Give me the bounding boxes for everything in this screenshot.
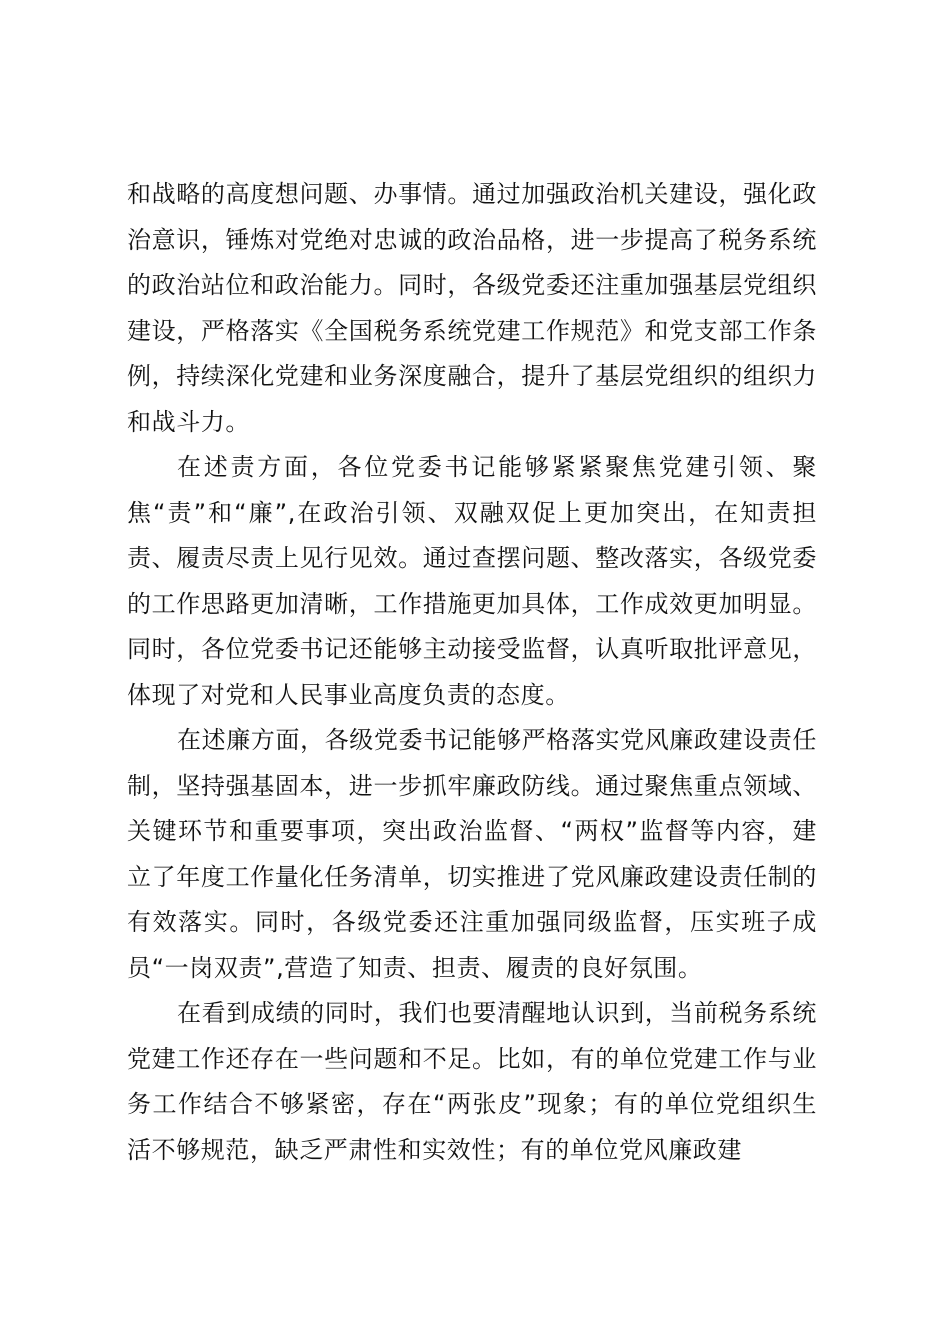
paragraph-3: 在述廉方面，各级党委书记能够严格落实党风廉政建设责任制，坚持强基固本，进一步抓牢廉政防线。通过聚焦重点领域、关键环节和重要事项，突出政治监督、“两权”监督等内容，建立了年度工作量化任务清单，切实推进了党风廉政建设责任制的有效落实。同时，各级党委还注重加强同级监督，压实班子成员“一岗双责”,营造了知责、担责、履责的良好氛围。	[127, 726, 817, 982]
paragraph-2: 在述责方面，各位党委书记能够紧紧聚焦党建引领、聚焦“责”和“廉”,在政治引领、双融双促上更加突出，在知责担责、履责尽责上见行见效。通过查摆问题、整改落实，各级党委的工作思路更加清晰，工作措施更加具体，工作成效更加明显。同时，各位党委书记还能够主动接受监督，认真听取批评意见，体现了对党和人民事业高度负责的态度。	[127, 453, 817, 709]
paragraph-4: 在看到成绩的同时，我们也要清醒地认识到，当前税务系统党建工作还存在一些问题和不足。比如，有的单位党建工作与业务工作结合不够紧密，存在“两张皮”现象；有的单位党组织生活不够规范，缺乏严肃性和实效性；有的单位党风廉政建	[127, 999, 817, 1164]
paragraph-1: 和战略的高度想问题、办事情。通过加强政治机关建设，强化政治意识，锤炼对党绝对忠诚的政治品格，进一步提高了税务系统的政治站位和政治能力。同时，各级党委还注重加强基层党组织建设，严格落实《全国税务系统党建工作规范》和党支部工作条例，持续深化党建和业务深度融合，提升了基层党组织的组织力和战斗力。	[127, 180, 817, 436]
document-body	[127, 172, 817, 1173]
